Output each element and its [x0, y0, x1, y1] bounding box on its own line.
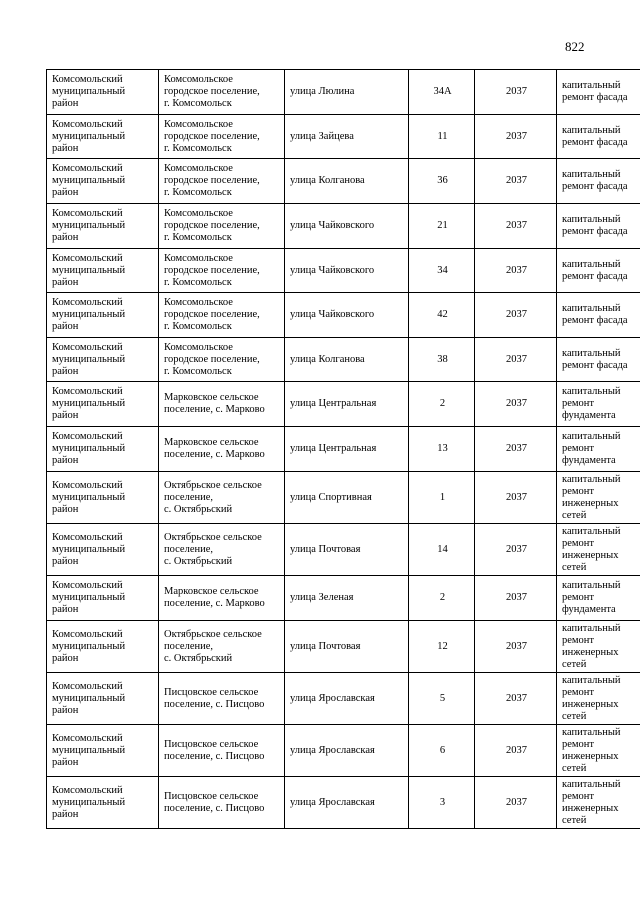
district-cell: Комсомольский муниципальный район: [47, 159, 159, 204]
house-number-cell: 1: [409, 472, 475, 524]
district-cell: Комсомольский муниципальный район: [47, 70, 159, 115]
settlement-cell: Писцовское сельское поселение, с. Писцово: [159, 777, 285, 829]
house-number-cell: 34: [409, 249, 475, 293]
table-row: [47, 427, 640, 472]
district-cell: Комсомольский муниципальный район: [47, 524, 159, 576]
street-cell: улица Зайцева: [285, 115, 409, 159]
settlement-cell: Комсомольское городское поселение, г. Комсомольск: [159, 115, 285, 159]
work-type-cell: капитальный ремонт фасада: [557, 204, 640, 249]
street-cell: улица Чайковского: [285, 249, 409, 293]
year-cell: 2037: [475, 204, 557, 249]
house-number-cell: 6: [409, 725, 475, 777]
settlement-cell: Октябрьское сельское поселение, с. Октябрьский: [159, 472, 285, 524]
house-number-cell: 12: [409, 621, 475, 673]
table-row: [47, 777, 640, 829]
settlement-cell: Комсомольское городское поселение, г. Комсомольск: [159, 249, 285, 293]
house-number-cell: 21: [409, 204, 475, 249]
work-type-cell: капитальный ремонт фасада: [557, 70, 640, 115]
table-row: [47, 204, 640, 249]
street-cell: улица Ярославская: [285, 725, 409, 777]
table-row: [47, 249, 640, 293]
house-number-cell: 14: [409, 524, 475, 576]
street-cell: улица Зеленая: [285, 576, 409, 621]
house-number-cell: 11: [409, 115, 475, 159]
year-cell: 2037: [475, 524, 557, 576]
table-row: [47, 115, 640, 159]
street-cell: улица Колганова: [285, 159, 409, 204]
settlement-cell: Комсомольское городское поселение, г. Комсомольск: [159, 70, 285, 115]
year-cell: 2037: [475, 159, 557, 204]
work-type-cell: капитальный ремонт фасада: [557, 338, 640, 382]
district-cell: Комсомольский муниципальный район: [47, 115, 159, 159]
district-cell: Комсомольский муниципальный район: [47, 427, 159, 472]
house-number-cell: 2: [409, 576, 475, 621]
district-cell: Комсомольский муниципальный район: [47, 382, 159, 427]
district-cell: Комсомольский муниципальный район: [47, 293, 159, 338]
house-number-cell: 2: [409, 382, 475, 427]
street-cell: улица Почтовая: [285, 621, 409, 673]
street-cell: улица Спортивная: [285, 472, 409, 524]
table-row: [47, 338, 640, 382]
settlement-cell: Марковское сельское поселение, с. Марково: [159, 382, 285, 427]
work-type-cell: капитальный ремонт фасада: [557, 249, 640, 293]
house-number-cell: 42: [409, 293, 475, 338]
year-cell: 2037: [475, 673, 557, 725]
year-cell: 2037: [475, 249, 557, 293]
house-number-cell: 5: [409, 673, 475, 725]
street-cell: улица Центральная: [285, 427, 409, 472]
settlement-cell: Октябрьское сельское поселение, с. Октябрьский: [159, 524, 285, 576]
settlement-cell: Марковское сельское поселение, с. Марково: [159, 427, 285, 472]
settlement-cell: Комсомольское городское поселение, г. Комсомольск: [159, 293, 285, 338]
table-row: [47, 472, 640, 524]
table-row: [47, 70, 640, 115]
work-type-cell: капитальный ремонт фасада: [557, 159, 640, 204]
district-cell: Комсомольский муниципальный район: [47, 673, 159, 725]
year-cell: 2037: [475, 472, 557, 524]
year-cell: 2037: [475, 338, 557, 382]
street-cell: улица Чайковского: [285, 204, 409, 249]
year-cell: 2037: [475, 293, 557, 338]
street-cell: улица Колганова: [285, 338, 409, 382]
table-row: [47, 621, 640, 673]
street-cell: улица Ярославская: [285, 777, 409, 829]
table-body: [47, 70, 640, 829]
district-cell: Комсомольский муниципальный район: [47, 204, 159, 249]
district-cell: Комсомольский муниципальный район: [47, 621, 159, 673]
page-number: 822: [565, 39, 585, 54]
district-cell: Комсомольский муниципальный район: [47, 249, 159, 293]
work-type-cell: капитальный ремонт фундамента: [557, 382, 640, 427]
table-row: [47, 673, 640, 725]
house-number-cell: 36: [409, 159, 475, 204]
year-cell: 2037: [475, 70, 557, 115]
settlement-cell: Писцовское сельское поселение, с. Писцово: [159, 725, 285, 777]
street-cell: улица Ярославская: [285, 673, 409, 725]
year-cell: 2037: [475, 576, 557, 621]
house-number-cell: 13: [409, 427, 475, 472]
work-type-cell: капитальный ремонт инженерных сетей: [557, 777, 640, 829]
table-row: [47, 576, 640, 621]
repair-schedule-table: [46, 69, 640, 829]
settlement-cell: Комсомольское городское поселение, г. Комсомольск: [159, 338, 285, 382]
work-type-cell: капитальный ремонт инженерных сетей: [557, 673, 640, 725]
work-type-cell: капитальный ремонт инженерных сетей: [557, 621, 640, 673]
table-row: [47, 524, 640, 576]
house-number-cell: 3: [409, 777, 475, 829]
year-cell: 2037: [475, 777, 557, 829]
settlement-cell: Комсомольское городское поселение, г. Комсомольск: [159, 204, 285, 249]
settlement-cell: Писцовское сельское поселение, с. Писцово: [159, 673, 285, 725]
district-cell: Комсомольский муниципальный район: [47, 777, 159, 829]
settlement-cell: Комсомольское городское поселение, г. Комсомольск: [159, 159, 285, 204]
district-cell: Комсомольский муниципальный район: [47, 338, 159, 382]
district-cell: Комсомольский муниципальный район: [47, 472, 159, 524]
year-cell: 2037: [475, 427, 557, 472]
year-cell: 2037: [475, 725, 557, 777]
settlement-cell: Октябрьское сельское поселение, с. Октябрьский: [159, 621, 285, 673]
work-type-cell: капитальный ремонт фундамента: [557, 427, 640, 472]
house-number-cell: 34А: [409, 70, 475, 115]
table-row: [47, 159, 640, 204]
settlement-cell: Марковское сельское поселение, с. Марково: [159, 576, 285, 621]
street-cell: улица Почтовая: [285, 524, 409, 576]
street-cell: улица Люлина: [285, 70, 409, 115]
work-type-cell: капитальный ремонт фундамента: [557, 576, 640, 621]
house-number-cell: 38: [409, 338, 475, 382]
work-type-cell: капитальный ремонт инженерных сетей: [557, 725, 640, 777]
year-cell: 2037: [475, 621, 557, 673]
district-cell: Комсомольский муниципальный район: [47, 725, 159, 777]
table-row: [47, 382, 640, 427]
work-type-cell: капитальный ремонт фасада: [557, 115, 640, 159]
street-cell: улица Центральная: [285, 382, 409, 427]
work-type-cell: капитальный ремонт фасада: [557, 293, 640, 338]
work-type-cell: капитальный ремонт инженерных сетей: [557, 472, 640, 524]
district-cell: Комсомольский муниципальный район: [47, 576, 159, 621]
street-cell: улица Чайковского: [285, 293, 409, 338]
table-row: [47, 725, 640, 777]
year-cell: 2037: [475, 115, 557, 159]
work-type-cell: капитальный ремонт инженерных сетей: [557, 524, 640, 576]
table-row: [47, 293, 640, 338]
year-cell: 2037: [475, 382, 557, 427]
